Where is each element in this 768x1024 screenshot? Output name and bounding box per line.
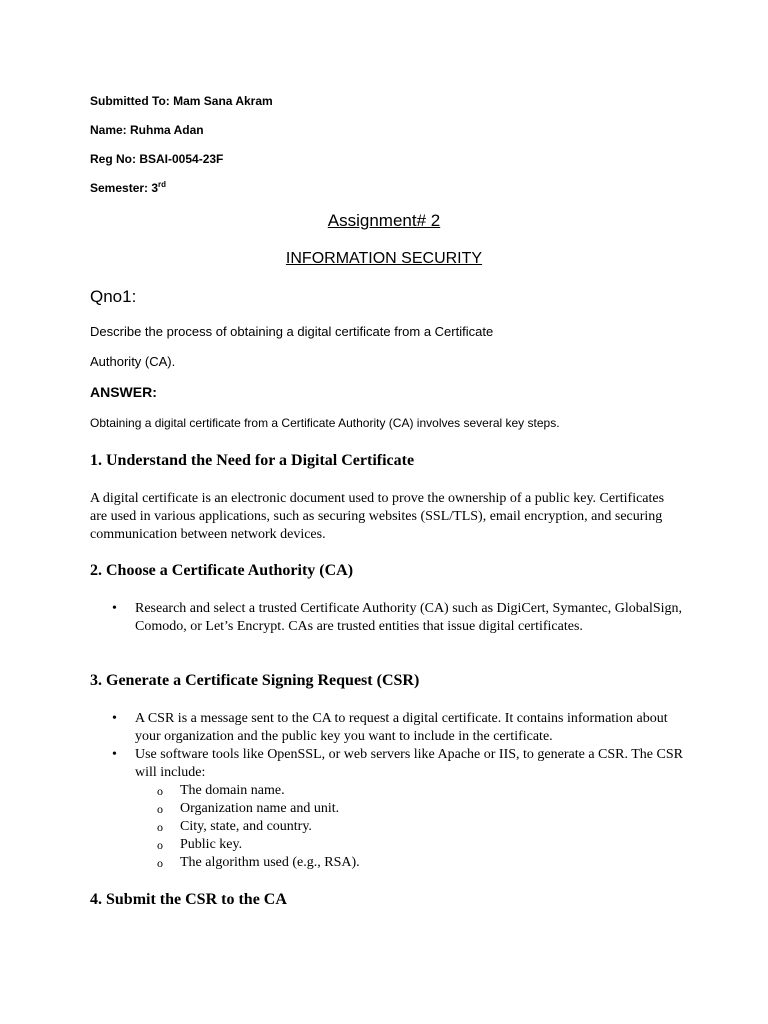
bullet-icon: • [112,601,117,616]
student-name: Name: Ruhma Adan [90,123,204,137]
registration-number: Reg No: BSAI-0054-23F [90,152,224,166]
sub-list-item [135,818,690,836]
circle-bullet-icon: o [157,784,163,798]
sub-item-text: Organization name and unit. [180,801,340,816]
question-number: Qno1: [90,287,137,306]
question-text-line-2: Authority (CA). [90,354,176,369]
circle-bullet-icon: o [157,820,163,834]
semester-ordinal: rd [158,180,167,189]
bullet-text: A CSR is a message sent to the CA to request a digital certificate. It contains information about your organization and the public key you want to include in the certificate. [135,711,668,744]
sub-item-text: The domain name. [180,783,285,798]
bullet-icon: • [112,747,117,762]
bullet-icon: • [112,711,117,726]
section-2-bullet-list [90,600,690,636]
circle-bullet-icon: o [157,856,163,870]
submitted-to: Submitted To: Mam Sana Akram [90,94,273,108]
list-item [90,600,690,636]
section-3-heading: 3. Generate a Certificate Signing Request (CSR) [90,672,420,689]
question-text-line-1: Describe the process of obtaining a digital certificate from a Certificate [90,324,494,339]
list-item [90,710,690,746]
section-2-heading: 2. Choose a Certificate Authority (CA) [90,562,354,579]
section-1-heading: 1. Understand the Need for a Digital Certificate [90,452,415,469]
bullet-text: Use software tools like OpenSSL, or web servers like Apache or IIS, to generate a CSR. The CSR will include: [135,747,683,780]
circle-bullet-icon: o [157,802,163,816]
bullet-text: Research and select a trusted Certificate Authority (CA) such as DigiCert, Symantec, GlobalSign, Comodo, or Let’s Encrypt. CAs are trusted entities that issue digital certificates. [135,601,683,634]
sub-list-item [135,800,690,818]
section-1-paragraph: A digital certificate is an electronic document used to prove the ownership of a public key. Certificates are used in various applications, such as securing websites (SSL/TLS), email encryption, and securing communication between network devices. [90,491,665,542]
sub-item-text: Public key. [180,837,243,852]
sub-list-item [135,854,690,872]
semester [90,181,166,195]
answer-intro: Obtaining a digital certificate from a Certificate Authority (CA) involves several key steps. [90,416,560,430]
subject-title: INFORMATION SECURITY [285,250,483,267]
semester-label: Semester: 3 [90,181,159,195]
sub-item-text: The algorithm used (e.g., RSA). [180,855,360,870]
section-4-heading: 4. Submit the CSR to the CA [90,891,287,908]
sub-item-text: City, state, and country. [180,819,312,834]
sub-list-item [135,782,690,800]
list-item [90,746,690,872]
section-3-bullet-list [90,710,690,872]
assignment-title: Assignment# 2 [327,211,441,230]
csr-contents-sublist [135,782,690,872]
sub-list-item [135,836,690,854]
answer-label: ANSWER: [90,384,157,400]
circle-bullet-icon: o [157,838,163,852]
